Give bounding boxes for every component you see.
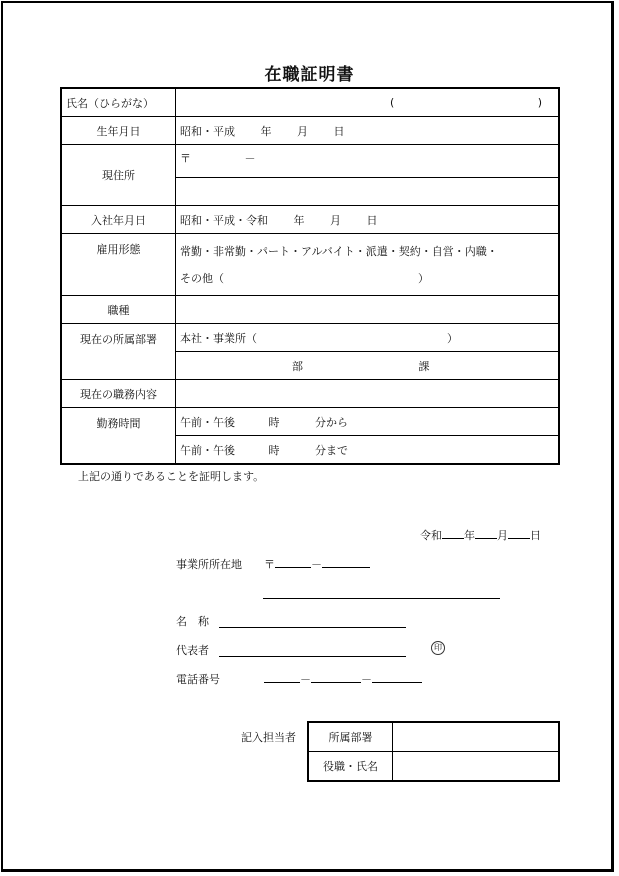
issuer-rep-line[interactable] (219, 656, 406, 657)
hours-label: 勤務時間 (61, 408, 176, 465)
row-duties (61, 380, 559, 408)
issue-date-month: 月 (497, 529, 508, 542)
issuer-postal[interactable] (264, 556, 370, 572)
phone-dash-1: － (300, 673, 311, 686)
department-ka: 課 (418, 359, 430, 373)
employment-label: 雇用形態 (61, 234, 176, 296)
issuer-rep-label: 代表者 (176, 644, 209, 657)
issue-date[interactable] (420, 527, 541, 543)
issue-date-era: 令和 (420, 529, 442, 542)
employment-field[interactable] (176, 234, 560, 296)
birth-label: 生年月日 (61, 117, 176, 145)
address-label: 現住所 (61, 145, 176, 206)
responsible-table (307, 721, 560, 782)
issuer-name-label: 名 称 (176, 615, 209, 628)
issuer-address-line[interactable] (263, 598, 500, 599)
job-type-field[interactable] (176, 296, 560, 324)
joined-day: 日 (366, 213, 378, 227)
job-type-label: 職種 (61, 296, 176, 324)
department-field-1[interactable] (176, 324, 560, 352)
issuer-phone-label: 電話番号 (176, 673, 220, 686)
row-job-type (61, 296, 559, 324)
employee-info-table (60, 87, 560, 465)
hours-from-field[interactable] (176, 408, 560, 436)
issue-date-day: 日 (530, 529, 541, 542)
employment-other: その他（ (180, 271, 224, 285)
birth-field[interactable] (176, 117, 560, 145)
name-label: 氏名（ひらがな） (61, 88, 176, 117)
birth-era: 昭和・平成 (180, 124, 235, 138)
responsible-dept-label: 所属部署 (308, 722, 393, 752)
birth-day: 日 (333, 124, 345, 138)
row-name (61, 88, 559, 117)
address-field-2[interactable] (176, 178, 560, 206)
issuer-postal-dash: － (311, 558, 322, 571)
hours-until-ampm: 午前・午後 (180, 443, 235, 457)
issue-date-year: 年 (464, 529, 475, 542)
responsible-title-field[interactable] (393, 752, 560, 782)
duties-field[interactable] (176, 380, 560, 408)
row-birth (61, 117, 559, 145)
phone-dash-2: － (361, 673, 372, 686)
issuer-phone[interactable] (264, 671, 422, 687)
duties-label: 現在の職務内容 (61, 380, 176, 408)
hours-until-field[interactable] (176, 436, 560, 465)
issuer-name-line[interactable] (219, 627, 406, 628)
issuer-postal-mark: 〒 (264, 558, 275, 571)
responsible-label: 記入担当者 (241, 731, 296, 744)
name-field[interactable] (176, 88, 560, 117)
row-department-1 (61, 324, 559, 352)
joined-era: 昭和・平成・令和 (180, 213, 268, 227)
row-hours-1 (61, 408, 559, 436)
department-office-close: ） (447, 331, 458, 345)
department-label: 現在の所属部署 (61, 324, 176, 380)
hours-until-min: 分まで (315, 443, 348, 457)
joined-month: 月 (330, 213, 341, 227)
joined-label: 入社年月日 (61, 206, 176, 234)
employment-options: 常勤・非常勤・パート・アルバイト・派遣・契約・自営・内職・ (180, 244, 498, 258)
hours-from-ampm: 午前・午後 (180, 415, 235, 429)
department-bu: 部 (292, 359, 303, 373)
responsible-dept-field[interactable] (393, 722, 560, 752)
address-postal-mark: 〒 (180, 152, 191, 165)
row-address-1 (61, 145, 559, 178)
name-paren-open: ( (390, 96, 395, 109)
birth-year: 年 (260, 124, 272, 138)
hours-from-hour: 時 (268, 415, 280, 429)
department-office: 本社・事業所（ (180, 331, 257, 345)
address-field-1[interactable] (176, 145, 560, 178)
hours-until-hour: 時 (268, 443, 280, 457)
joined-field[interactable] (176, 206, 560, 234)
seal-mark: 印 (431, 641, 445, 655)
document-title: 在職証明書 (264, 65, 355, 85)
issuer-location-label: 事業所所在地 (176, 558, 242, 571)
department-field-2[interactable] (176, 352, 560, 380)
employment-other-close: ） (418, 271, 429, 285)
birth-month: 月 (297, 124, 308, 138)
address-postal-dash: － (244, 152, 256, 165)
row-joined (61, 206, 559, 234)
certification-statement: 上記の通りであることを証明します。 (78, 470, 265, 483)
joined-year: 年 (293, 213, 305, 227)
row-employment (61, 234, 559, 296)
responsible-title-label: 役職・氏名 (308, 752, 393, 782)
name-paren-close: ) (537, 96, 543, 109)
hours-from-min: 分から (315, 415, 348, 429)
